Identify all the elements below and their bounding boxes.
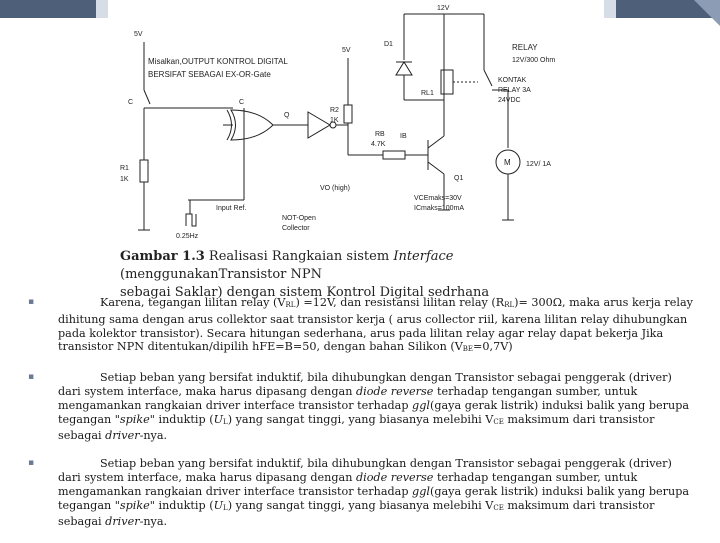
circuit-diagram bbox=[108, 0, 604, 245]
caption-text-b: (menggunakanTransistor NPN bbox=[120, 267, 323, 282]
italic-text: diode reverse bbox=[355, 470, 434, 484]
bullet-item-2 bbox=[28, 371, 698, 443]
label-r2: R2 bbox=[330, 107, 339, 114]
text: maksimum dari transistor sebagai bbox=[58, 498, 655, 529]
text: ) =12V, dan resistansi lilitan relay (R bbox=[295, 296, 505, 309]
figure-caption bbox=[120, 248, 600, 302]
label-rl1: RL1 bbox=[421, 90, 434, 97]
text: -nya. bbox=[139, 515, 168, 529]
label-not-open-2: Collector bbox=[282, 225, 310, 232]
text: ) yang sangat tinggi, yang biasanya melebihi V bbox=[227, 498, 494, 512]
label-kontak-spec-1: RELAY 3A bbox=[498, 87, 531, 94]
label-5v-left: 5V bbox=[134, 31, 143, 38]
motor-symbol-label: M bbox=[504, 158, 511, 167]
italic-text: U bbox=[213, 498, 224, 512]
italic-text: ggl bbox=[412, 484, 430, 498]
note-line-2: BERSIFAT SEBAGAI EX-OR-Gate bbox=[148, 70, 271, 79]
caption-line-1 bbox=[120, 248, 600, 284]
text: Karena, tegangan lilitan relay (V bbox=[100, 296, 286, 309]
label-ib: IB bbox=[400, 133, 407, 140]
italic-text: "spike" bbox=[114, 412, 155, 426]
subscript: CE bbox=[493, 503, 504, 512]
italic-text: driver bbox=[105, 429, 140, 443]
text: =0,7V) bbox=[473, 340, 513, 354]
label-c-left: C bbox=[128, 99, 134, 106]
label-rb-value: 4.7K bbox=[371, 141, 386, 148]
text: -nya. bbox=[139, 429, 168, 443]
label-q1: Q1 bbox=[454, 175, 464, 182]
bullet-item-3 bbox=[28, 457, 698, 529]
bullet-list bbox=[28, 296, 698, 543]
label-5v-mid: 5V bbox=[342, 47, 351, 54]
text: terhadap tengangan sumber, untuk mengamankan rangkaian driver interface transistor terhadap bbox=[58, 470, 638, 498]
text: maksimum dari transistor sebagai bbox=[58, 412, 655, 443]
text: induktip ( bbox=[154, 412, 214, 426]
label-motor-spec: 12V/ 1A bbox=[526, 161, 551, 168]
label-kontak-spec-2: 24VDC bbox=[498, 97, 521, 104]
text: induktip ( bbox=[154, 498, 214, 512]
label-relay: RELAY bbox=[512, 43, 538, 52]
subscript: RL bbox=[285, 301, 296, 309]
label-frequency: 0.25Hz bbox=[176, 233, 199, 240]
label-ic-max: ICmaks=100mA bbox=[414, 205, 464, 212]
italic-text: ggl bbox=[412, 398, 430, 412]
label-q: Q bbox=[284, 112, 290, 119]
label-vce-max: VCEmaks=30V bbox=[414, 195, 462, 202]
label-c-mid: C bbox=[239, 99, 245, 106]
subscript: RL bbox=[504, 301, 515, 309]
label-12v: 12V bbox=[437, 5, 450, 12]
label-rb: RB bbox=[375, 131, 385, 138]
label-d1: D1 bbox=[384, 41, 393, 48]
label-vo-high: VO (high) bbox=[320, 185, 350, 192]
text: ) yang sangat tinggi, yang biasanya melebihi V bbox=[227, 412, 494, 426]
subscript: L bbox=[223, 503, 228, 512]
slide-corner-fold bbox=[694, 0, 720, 26]
italic-text: U bbox=[213, 412, 224, 426]
caption-line-2: sebagai Saklar) dengan sistem Kontrol Digital sedrhana bbox=[120, 285, 490, 300]
label-input-ref: Input Ref. bbox=[216, 205, 247, 212]
label-not-open-1: NOT-Open bbox=[282, 215, 316, 222]
text: (gaya gerak listrik) induksi balik yang berupa tegangan bbox=[58, 484, 690, 512]
text: (gaya gerak listrik) induksi balik yang berupa tegangan bbox=[58, 398, 690, 426]
caption-figure-number: Gambar 1.3 bbox=[120, 249, 205, 264]
bullet-marker: ▪ bbox=[28, 458, 35, 469]
text: Setiap beban yang bersifat induktif, bila dihubungkan dengan Transistor sebagai penggerak (driver) dari system interface, maka harus dipasang dengan bbox=[58, 457, 672, 484]
label-kontak: KONTAK bbox=[498, 77, 527, 84]
italic-text: "spike" bbox=[114, 498, 155, 512]
subscript: BE bbox=[462, 345, 474, 354]
bullet-marker: ▪ bbox=[28, 297, 35, 307]
label-r1: R1 bbox=[120, 165, 129, 172]
caption-text-a: Realisasi Rangkaian sistem bbox=[204, 249, 394, 264]
subscript: L bbox=[223, 417, 228, 426]
note-line-1: Misalkan,OUTPUT KONTROL DIGITAL bbox=[148, 57, 288, 66]
text: terhadap tengangan sumber, untuk mengamankan rangkaian driver interface transistor terhadap bbox=[58, 384, 638, 412]
subscript: CE bbox=[493, 417, 504, 426]
label-r2-value: 1K bbox=[330, 117, 339, 124]
label-relay-spec: 12V/300 Ohm bbox=[512, 57, 556, 64]
text: Setiap beban yang bersifat induktif, bila dihubungkan dengan Transistor sebagai penggerak (driver) dari system interface, maka harus dipasang dengan bbox=[58, 371, 672, 398]
bullet-marker: ▪ bbox=[28, 372, 35, 383]
italic-text: diode reverse bbox=[355, 384, 434, 398]
label-r1-value: 1K bbox=[120, 176, 129, 183]
italic-text: driver bbox=[105, 515, 140, 529]
text: )= 300Ω, maka arus kerja relay dihitung sama dengan arus collektor saat transistor kerja ( arus collector riil, karena lilitan relay dihubungkan pada kolektor transistor). Secara hitungan sederhana, arus pada lilitan relay agar relay dapat bekerja Jika transistor NPN ditentukan/dipilih hFE=B=50, dengan bahan Silikon (V bbox=[58, 296, 693, 354]
bullet-item-1 bbox=[28, 296, 698, 357]
caption-italic: Interface bbox=[393, 249, 454, 264]
